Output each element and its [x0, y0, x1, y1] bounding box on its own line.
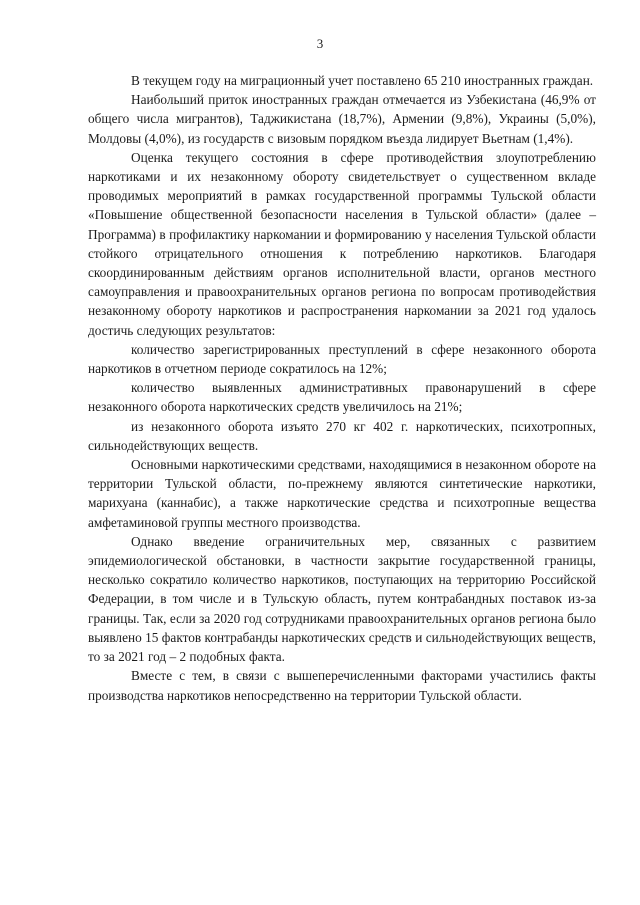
paragraph-migrant-origins: Наибольший приток иностранных граждан отмечается из Узбекистана (46,9% от общего числа мигрантов), Таджикистана (18,7%), Армении (9,8%), Украины (5,0%), Молдовы (4,0%), из государств с визовым порядком въезда лидирует Вьетнам (1,4%).: [88, 92, 596, 146]
paragraph-drug-program-assessment: Оценка текущего состояния в сфере противодействия злоупотреблению наркотиками и их незаконному обороту свидетельствует о существенном вкладе проводимых мероприятий в рамках государственной программы Тульской области «Повышение общественной безопасности населения в Тульской области» (далее – Программа) в профилактику наркомании и формированию у населения Тульской области стойкого отрицательного отношения к потреблению наркотиков. Благодаря скоординированным действиям органов исполнительной власти, органов местного самоуправления и правоохранительных органов региона по вопросам противодействия незаконному обороту наркотиков и распространения наркомании за 2021 год удалось достичь следующих результатов:: [88, 149, 596, 338]
paragraph-main-drugs: Основными наркотическими средствами, находящимися в незаконном обороте на территории Тульской области, по-прежнему являются синтетические наркотики, марихуана (каннабис), а также наркотические средства и психотропные вещества амфетаминовой группы местного производства.: [88, 457, 596, 530]
paragraph-migration-registration: В текущем году на миграционный учет поставлено 65 210 иностранных граждан.: [131, 73, 594, 88]
paragraph-border-restrictions: Однако введение ограничительных мер, связанных с развитием эпидемиологической обстановки, в частности закрытие государственной границы, несколько сократило количество наркотиков, поступающих на территорию Российской Федерации, в том числе и в Тульскую область, путем контрабандных поставок из-за границы. Так, если за 2020 год сотрудниками правоохранительных органов региона было выявлено 15 фактов контрабанды наркотических средств и сильнодействующих веществ, то за 2021 год – 2 подобных факта.: [88, 533, 596, 665]
paragraph-result-crimes: количество зарегистрированных преступлений в сфере незаконного оборота наркотиков в отчетном периоде сократилось на 12%;: [88, 341, 596, 377]
page-number: 3: [316, 36, 324, 51]
paragraph-result-seizure: из незаконного оборота изъято 270 кг 402 г. наркотических, психотропных, сильнодействующих веществ.: [88, 418, 596, 453]
paragraph-result-offenses: количество выявленных административных правонарушений в сфере незаконного оборота наркотических средств увеличилось на 21%;: [88, 380, 596, 415]
document-body: [88, 71, 596, 705]
paragraph-local-production: Вместе с тем, в связи с вышеперечисленными факторами участились факты производства наркотиков непосредственно на территории Тульской области.: [88, 668, 596, 703]
